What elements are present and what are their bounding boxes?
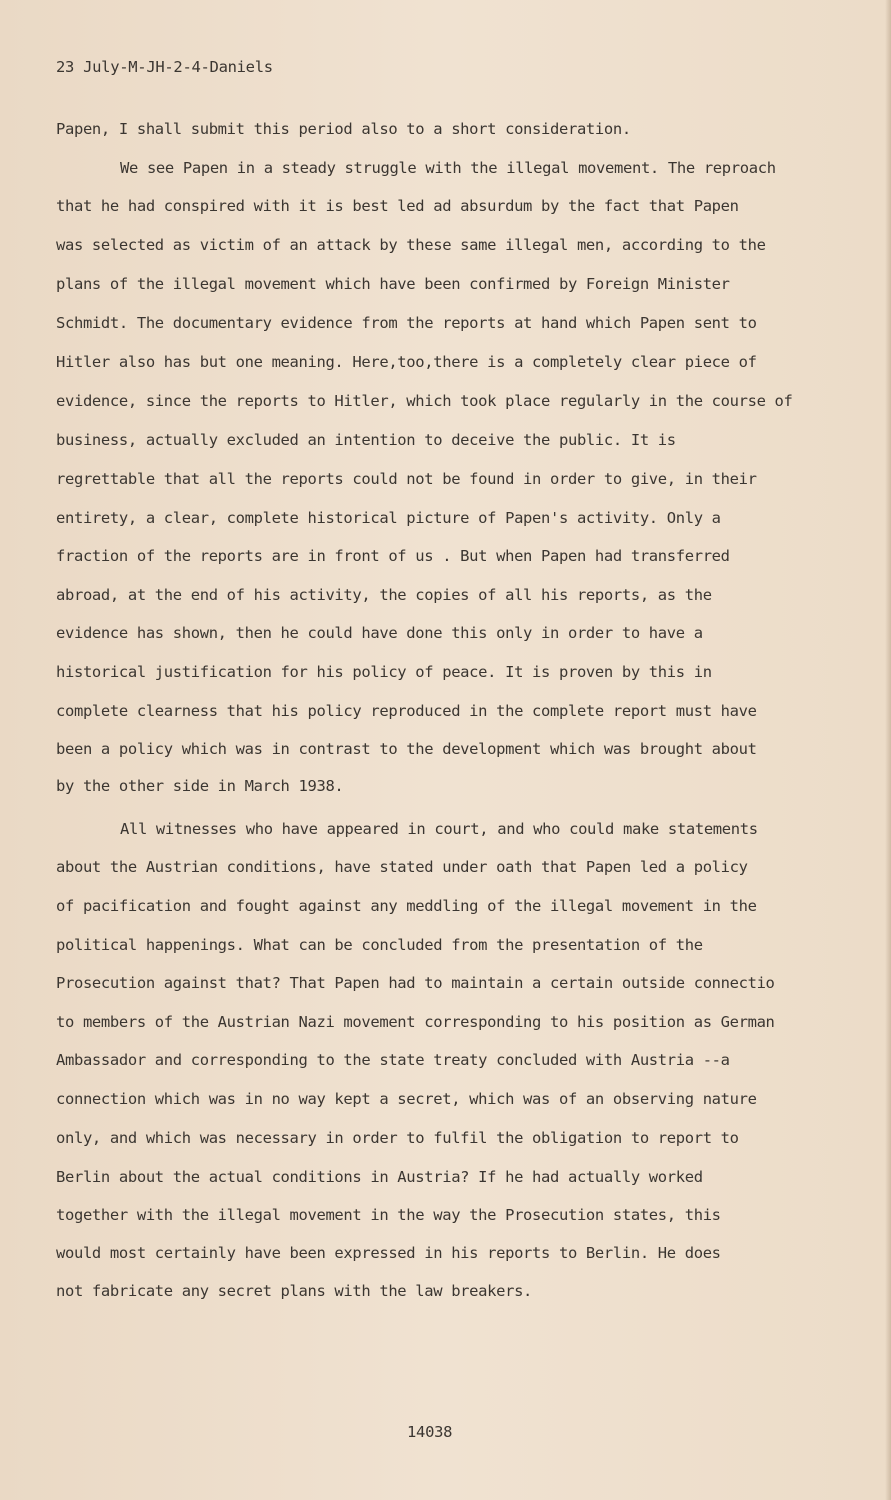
text-line: fraction of the reports are in front of us . But when Papen had transferred — [56, 547, 730, 565]
text-line: would most certainly have been expressed in his reports to Berlin. He does — [56, 1244, 721, 1262]
text-line: Schmidt. The documentary evidence from the reports at hand which Papen sent to — [56, 314, 757, 332]
text-line: All witnesses who have appeared in court, and who could make statements — [120, 820, 758, 838]
text-line: together with the illegal movement in the way the Prosecution states, this — [56, 1206, 721, 1224]
text-line: business, actually excluded an intention to deceive the public. It is — [56, 431, 676, 449]
text-line: to members of the Austrian Nazi movement corresponding to his position as German — [56, 1013, 775, 1031]
text-line: regrettable that all the reports could not be found in order to give, in their — [56, 470, 757, 488]
text-line: was selected as victim of an attack by these same illegal men, according to the — [56, 236, 766, 254]
text-line: political happenings. What can be concluded from the presentation of the — [56, 936, 703, 954]
text-line: not fabricate any secret plans with the law breakers. — [56, 1282, 533, 1300]
text-line: We see Papen in a steady struggle with the illegal movement. The reproach — [120, 159, 776, 177]
text-line: by the other side in March 1938. — [56, 777, 344, 795]
text-line: Hitler also has but one meaning. Here,too,there is a completely clear piece of — [56, 353, 757, 371]
text-line: entirety, a clear, complete historical picture of Papen's activity. Only a — [56, 509, 721, 527]
text-line: connection which was in no way kept a secret, which was of an observing nature — [56, 1090, 757, 1108]
text-line: of pacification and fought against any meddling of the illegal movement in the — [56, 897, 757, 915]
page-edge-shadow — [885, 0, 891, 1500]
text-line: that he had conspired with it is best led ad absurdum by the fact that Papen — [56, 197, 739, 215]
text-line: Ambassador and corresponding to the state treaty concluded with Austria --a — [56, 1051, 730, 1069]
document-reference-header: 23 July-M-JH-2-4-Daniels — [56, 58, 273, 76]
text-line: Prosecution against that? That Papen had to maintain a certain outside connectio — [56, 974, 775, 992]
text-line: plans of the illegal movement which have been confirmed by Foreign Minister — [56, 275, 730, 293]
text-line: complete clearness that his policy reproduced in the complete report must have — [56, 702, 757, 720]
text-line: been a policy which was in contrast to the development which was brought about — [56, 740, 757, 758]
page-number: 14038 — [407, 1423, 453, 1441]
text-line: about the Austrian conditions, have stated under oath that Papen led a policy — [56, 858, 748, 876]
text-line: only, and which was necessary in order to fulfil the obligation to report to — [56, 1129, 739, 1147]
text-line: evidence, since the reports to Hitler, which took place regularly in the course of — [56, 392, 793, 410]
text-line: Papen, I shall submit this period also to a short consideration. — [56, 120, 631, 138]
text-line: historical justification for his policy of peace. It is proven by this in — [56, 663, 712, 681]
text-line: Berlin about the actual conditions in Austria? If he had actually worked — [56, 1168, 703, 1186]
text-line: abroad, at the end of his activity, the copies of all his reports, as the — [56, 586, 712, 604]
text-line: evidence has shown, then he could have done this only in order to have a — [56, 624, 703, 642]
